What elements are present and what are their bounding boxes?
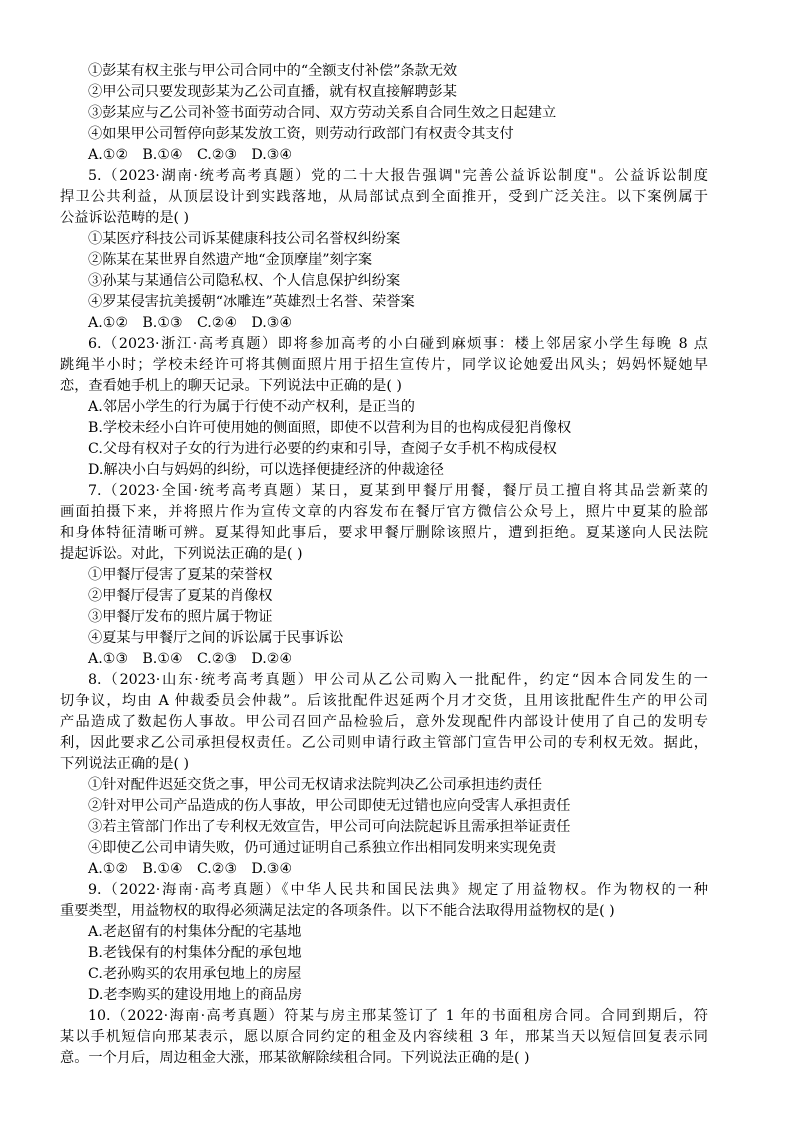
q9-stem-line-1: 9.（2022·海南·高考真题）《中华人民共和国民法典》规定了用益物权。作为物权的一种 <box>88 882 708 898</box>
q4-statement-1: ①彭某有权主张与甲公司合同中的“全额支付补偿”条款无效 <box>88 63 458 79</box>
q9-choice-d: D.老李购买的建设用地上的商品房 <box>88 987 303 1003</box>
q8-stem-line-3: 产品造成了数起伤人事故。甲公司召回产品检验后，意外发现配件内部设计使用了自己的发明专 <box>60 714 708 730</box>
q5-statement-2: ②陈某在某世界自然遗产地“金顶摩崖”刻字案 <box>88 252 373 268</box>
q9-stem-line-2: 重要类型，用益物权的取得必须满足法定的各项条件。以下不能合法取得用益物权的是( ) <box>60 903 615 919</box>
q10-stem-line-2: 某以手机短信向邢某表示，愿以原合同约定的租金及内容续租 3 年，邢某当天以短信回复表示同 <box>60 1029 708 1045</box>
q10-stem-line-3: 意。一个月后，周边租金大涨，邢某欲解除续租合同。下列说法正确的是( ) <box>60 1050 530 1066</box>
q8-options: A.①② B.①④ C.②③ D.③④ <box>88 861 293 877</box>
q7-statement-1: ①甲餐厅侵害了夏某的荣誉权 <box>88 567 273 583</box>
q5-statement-3: ③孙某与某通信公司隐私权、个人信息保护纠纷案 <box>88 273 401 289</box>
q8-statement-1: ①针对配件迟延交货之事，甲公司无权请求法院判决乙公司承担违约责任 <box>88 777 543 793</box>
q7-statement-2: ②甲餐厅侵害了夏某的肖像权 <box>88 588 273 604</box>
q4-statement-2: ②甲公司只要发现彭某为乙公司直播，就有权直接解聘彭某 <box>88 84 457 100</box>
q9-choice-b: B.老钱保有的村集体分配的承包地 <box>88 945 302 961</box>
q7-stem-line-1: 7.（2023·全国·统考高考真题）某日，夏某到甲餐厅用餐，餐厅员工擅自将其品尝新菜的 <box>88 483 708 499</box>
q8-statement-2: ②针对甲公司产品造成的伤人事故，甲公司即使无过错也应向受害人承担责任 <box>88 798 571 814</box>
q7-stem-line-3: 和身体特征清晰可辨。夏某得知此事后，要求甲餐厅删除该照片，遭到拒绝。夏某遂向人民法院 <box>60 525 708 541</box>
q7-statement-3: ③甲餐厅发布的照片属于物证 <box>88 609 273 625</box>
q6-stem-line-3: 恋，查看她手机上的聊天记录。下列说法中正确的是( ) <box>60 378 402 394</box>
q6-choice-d: D.解决小白与妈妈的纠纷，可以选择便捷经济的仲裁途径 <box>88 462 444 478</box>
q5-statement-1: ①某医疗科技公司诉某健康科技公司名誉权纠纷案 <box>88 231 401 247</box>
q8-stem-line-5: 下列说法正确的是( ) <box>60 756 190 772</box>
q7-statement-4: ④夏某与甲餐厅之间的诉讼属于民事诉讼 <box>88 630 344 646</box>
q8-statement-4: ④即使乙公司申请失败，仍可通过证明自己系独立作出相同发明来实现免责 <box>88 840 557 856</box>
q6-choice-a: A.邻居小学生的行为属于行使不动产权利，是正当的 <box>88 399 415 415</box>
q6-stem-line-2: 跳绳半小时；学校未经许可将其侧面照片用于招生宣传片，同学议论她爱出风头；妈妈怀疑她早 <box>60 357 708 373</box>
q5-options: A.①② B.①③ C.②④ D.③④ <box>88 315 293 331</box>
q7-stem-line-4: 提起诉讼。对此，下列说法正确的是( ) <box>60 546 303 562</box>
q9-choice-a: A.老赵留有的村集体分配的宅基地 <box>88 924 302 940</box>
q10-stem-line-1: 10.（2022·海南·高考真题）符某与房主邢某签订了 1 年的书面租房合同。合同到期后，符 <box>88 1008 708 1024</box>
q4-options: A.①② B.①④ C.②③ D.③④ <box>88 147 293 163</box>
q4-statement-3: ③彭某应与乙公司补签书面劳动合同、双方劳动关系自合同生效之日起建立 <box>88 105 557 121</box>
q9-choice-c: C.老孙购买的农用承包地上的房屋 <box>88 966 302 982</box>
q5-stem-line-2: 捍卫公共利益，从顶层设计到实践落地，从局部试点到全面推开，受到广泛关注。以下案例属于 <box>60 189 708 205</box>
q5-stem-line-3: 公益诉讼范畴的是( ) <box>60 210 190 226</box>
q4-statement-4: ④如果甲公司暂停向彭某发放工资，则劳动行政部门有权责令其支付 <box>88 126 514 142</box>
q8-stem-line-1: 8.（2023·山东·统考高考真题）甲公司从乙公司购入一批配件，约定“因本合同发生的一 <box>88 672 708 688</box>
q8-stem-line-4: 利，因此要求乙公司承担侵权责任。乙公司则申请行政主管部门宣告甲公司的专利权无效。据此， <box>60 735 708 751</box>
q5-stem-line-1: 5.（2023·湖南·统考高考真题）党的二十大报告强调"完善公益诉讼制度"。公益诉讼制度 <box>88 168 708 184</box>
q8-statement-3: ③若主管部门作出了专利权无效宣告，甲公司可向法院起诉且需承担举证责任 <box>88 819 571 835</box>
q8-stem-line-2: 切争议，均由 A 仲裁委员会仲裁”。后该批配件迟延两个月才交货，且用该批配件生产的甲公司 <box>60 693 708 709</box>
q6-stem-line-1: 6.（2023·浙江·高考真题）即将参加高考的小白碰到麻烦事：楼上邻居家小学生每晚 8 点 <box>88 336 708 352</box>
q7-options: A.①③ B.①④ C.②③ D.②④ <box>88 651 293 667</box>
q6-choice-b: B.学校未经小白许可使用她的侧面照，即使不以营利为目的也构成侵犯肖像权 <box>88 420 572 436</box>
q7-stem-line-2: 画面拍摄下来，并将照片作为宣传文章的内容发布在餐厅官方微信公众号上，照片中夏某的脸部 <box>60 504 708 520</box>
q5-statement-4: ④罗某侵害抗美援朝“冰雕连”英雄烈士名誉、荣誉案 <box>88 294 415 310</box>
q6-choice-c: C.父母有权对子女的行为进行必要的约束和引导，查阅子女手机不构成侵权 <box>88 441 557 457</box>
